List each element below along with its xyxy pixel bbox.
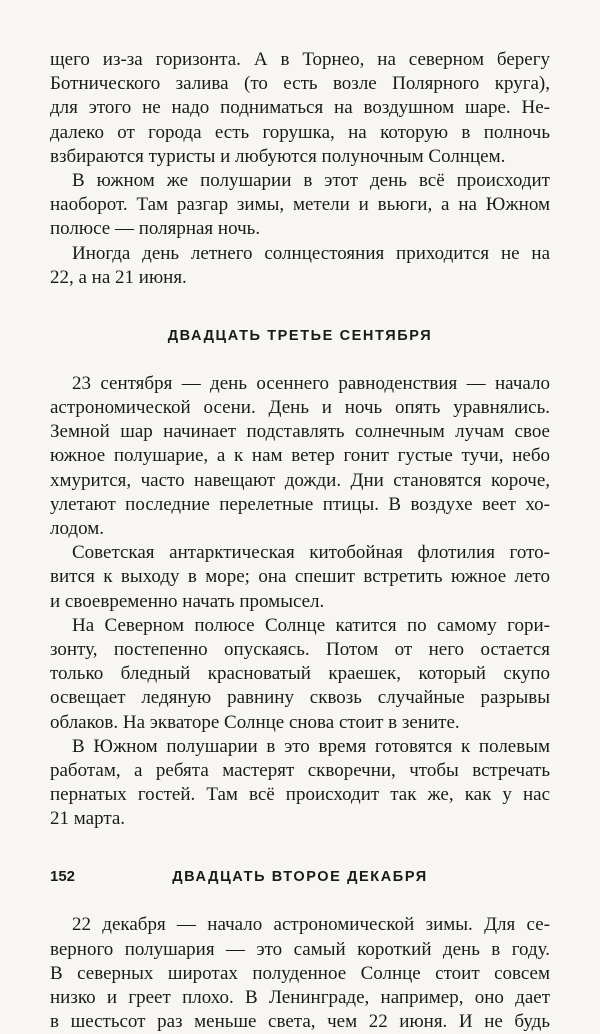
- text-line: 21 марта.: [50, 808, 126, 830]
- text-line: В Южном полушарии в это время готовятся к полевым: [72, 735, 550, 757]
- text-line: далеко от города есть горушка, на которую в полночь: [50, 121, 550, 143]
- text-line: 22, а на 21 июня.: [50, 266, 187, 288]
- text-line: в шестьсот раз меньше света, чем 22 июня. И не будь: [50, 1011, 550, 1033]
- text-line: взбираются туристы и любуются полуночным Солнцем.: [50, 145, 506, 167]
- text-line: 23 сентября — день осеннего равноденствия — начало: [72, 372, 550, 394]
- text-line: полюсе — полярная ночь.: [50, 218, 261, 240]
- text-line: для этого не надо подниматься на воздушном шаре. Не-: [50, 97, 550, 119]
- section-heading-december: ДВАДЦАТЬ ВТОРОЕ ДЕКАБРЯ: [172, 869, 428, 886]
- text-line: облаков. На экваторе Солнце снова стоит в зените.: [50, 711, 460, 733]
- text-line: и своевременно начать промысел.: [50, 590, 325, 612]
- text-line: щего из-за горизонта. А в Торнео, на северном берегу: [50, 49, 550, 70]
- page-number: 152: [50, 868, 76, 885]
- text-line: Ботнического залива (то есть возле Полярного круга),: [50, 73, 550, 95]
- text-block-intro: [50, 48, 550, 290]
- text-line: зонту, постепенно опускаясь. Потом от него остается: [50, 638, 550, 660]
- text-line: улетают последние перелетные птицы. В воздухе веет хо-: [50, 493, 550, 515]
- text-line: освещает ледяную равнину сквозь случайные разрывы: [50, 687, 550, 709]
- text-line: Советская антарктическая китобойная флотилия гото-: [72, 542, 550, 564]
- text-block-december: [50, 913, 550, 1034]
- text-line: В южном же полушарии в этот день всё происходит: [72, 169, 550, 191]
- text-line: На Северном полюсе Солнце катится по самому гори-: [72, 614, 550, 636]
- text-line: только бледный красноватый краешек, который скупо: [50, 663, 550, 685]
- text-block-september: [50, 372, 550, 832]
- text-line: хмурится, часто навещают дожди. Дни становятся короче,: [50, 469, 550, 491]
- text-line: наоборот. Там разгар зимы, метели и вьюги, а на Южном: [50, 194, 550, 216]
- text-line: лодом.: [50, 518, 105, 539]
- text-line: работам, а ребята мастерят скворечни, чтобы встречать: [50, 759, 550, 781]
- text-line: южное полушарие, а к нам ветер гонит густые тучи, небо: [50, 445, 550, 467]
- text-line: Земной шар начинает подставлять солнечным лучам свое: [50, 421, 550, 443]
- text-line: вится к выходу в море; она спешит встретить южное лето: [50, 566, 550, 588]
- text-line: низко и греет плохо. В Ленинграде, например, оно дает: [50, 987, 550, 1008]
- text-line: 22 декабря — начало астрономической зимы. Для се-: [72, 914, 550, 936]
- text-line: верного полушария — это самый короткий день в году.: [50, 938, 550, 960]
- book-page: [50, 48, 550, 1034]
- text-line: пернатых гостей. Там всё происходит так же, как у нас: [50, 784, 550, 806]
- text-line: В северных широтах полуденное Солнце стоит совсем: [50, 962, 550, 984]
- section-heading-september: ДВАДЦАТЬ ТРЕТЬЕ СЕНТЯБРЯ: [167, 327, 433, 344]
- text-line: Иногда день летнего солнцестояния приходится не на: [72, 242, 550, 264]
- text-line: астрономической осени. День и ночь опять уравнялись.: [50, 397, 550, 419]
